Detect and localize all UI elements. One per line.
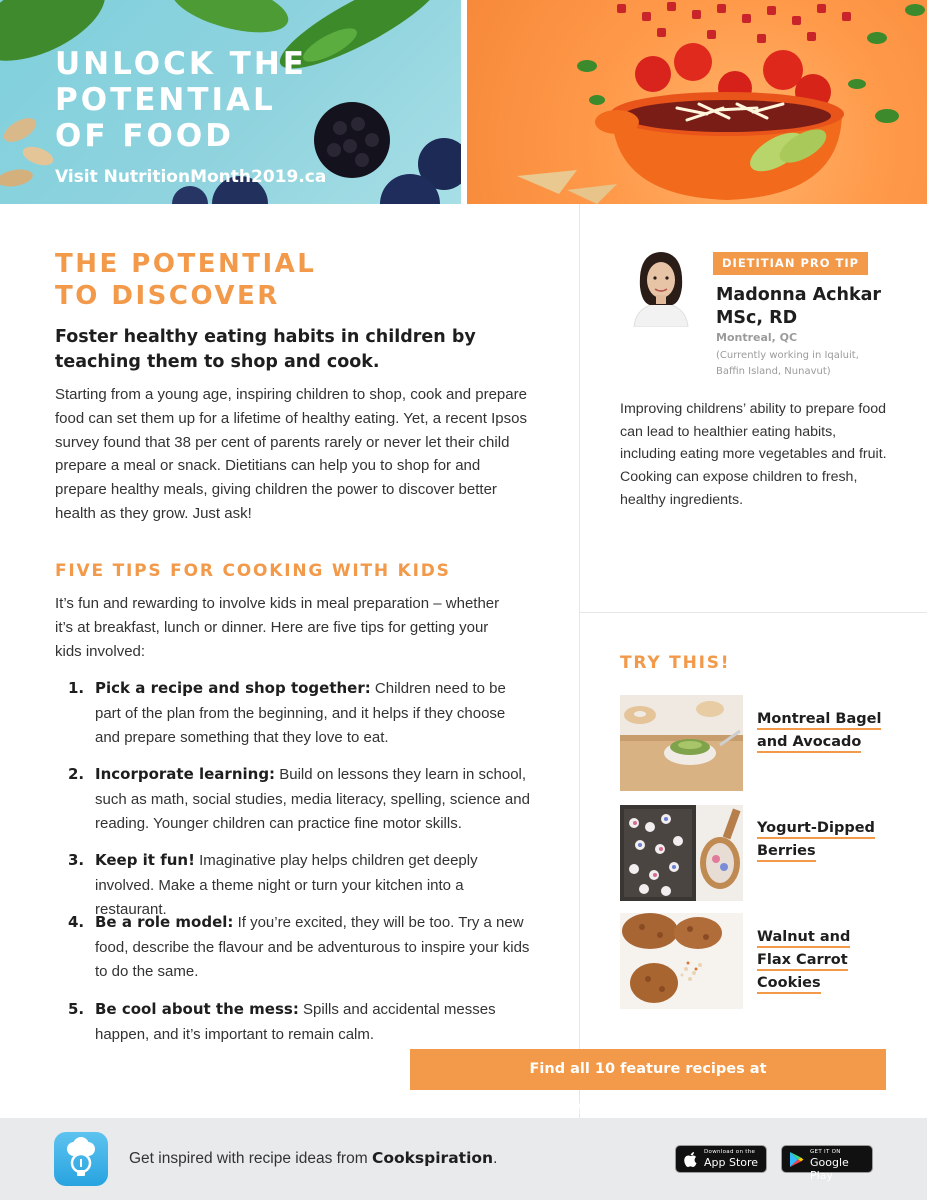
tip-text: If you’re excited, they will be too. Try a new food, describe the flavour and be adventurous to inspire your kids to do the same.: [95, 914, 530, 980]
lightbulb-chef-icon: [54, 1132, 108, 1186]
hero-right-panel: [467, 0, 927, 204]
tip-text: Spills and accidental messes happen, and it’s important to remain calm.: [95, 1001, 496, 1043]
pro-tip-text: Improving childrens’ ability to prepare food can lead to healthier eating habits, including eating more vegetables and fruit. Cooking can expose children to fresh, healthy ingredients.: [620, 401, 887, 508]
tip-lead: Be a role model:: [95, 913, 234, 931]
footer-text: [129, 1149, 497, 1168]
recipe-link-line[interactable]: Flax Carrot: [757, 952, 848, 971]
recipe-link-line[interactable]: Walnut and: [757, 929, 850, 948]
hero-banner: [0, 0, 927, 204]
tips-intro-paragraph: It’s fun and rewarding to involve kids in meal preparation – whether it’s at breakfast, lunch or dinner. Here are five tips for getting your kids involved:: [55, 595, 500, 660]
hero-title: UNLOCK THE POTENTIAL OF FOOD: [55, 46, 307, 154]
intro-paragraph: Starting from a young age, inspiring children to shop, cook and prepare food can set them up for a lifetime of healthy eating. Yet, a recent Ipsos survey found that 38 per cent of parents rarely or never let their child prepare a meal or snack. Dietitians can help you to shop for and prepare healthy meals, giving children the power to discover better health as they grow. Just ask!: [55, 386, 527, 522]
tip-text: Imaginative play helps children get deeply involved. Make a theme night or turn your kitchen into a restaurant.: [95, 852, 478, 918]
tips-title: FIVE TIPS FOR COOKING WITH KIDS: [55, 561, 451, 581]
sidebar-divider: [580, 612, 927, 613]
google-play-icon: [789, 1151, 804, 1168]
tip-lead: Incorporate learning:: [95, 765, 276, 783]
tip-item: [68, 910, 530, 985]
footer-text-prefix: Get inspired with recipe ideas from: [129, 1150, 372, 1167]
recipe-link-berries[interactable]: [757, 817, 897, 863]
footer-brand: Cookspiration: [371, 1149, 494, 1167]
recipe-image-berries[interactable]: [620, 805, 743, 901]
column-divider: [579, 204, 580, 1118]
dietitian-avatar: [626, 247, 696, 327]
tip-text: Build on lessons they learn in school, such as math, social studies, media literacy, spelling, science and reading. Younger children can practice fine motor skills.: [95, 766, 530, 832]
tip-lead: Keep it fun!: [95, 851, 195, 869]
tip-lead: Pick a recipe and shop together:: [95, 679, 371, 697]
try-this-title: TRY THIS!: [620, 653, 731, 673]
app-store-label: App Store: [704, 1156, 759, 1169]
find-recipes-button[interactable]: Find all 10 feature recipes at www.NutritionMonth2019.ca: [410, 1049, 886, 1090]
tip-number: 5.: [68, 1000, 85, 1018]
app-store-small-text: Download on the: [704, 1149, 756, 1155]
recipe-link-line[interactable]: Yogurt-Dipped: [757, 820, 875, 839]
tip-item: [68, 997, 530, 1047]
tip-number: 4.: [68, 913, 85, 931]
google-play-label: Google Play: [810, 1156, 849, 1182]
recipe-link-cookies[interactable]: [757, 926, 897, 994]
footer: [0, 1118, 927, 1200]
recipe-link-bagel[interactable]: [757, 708, 897, 754]
subheading: Foster healthy eating habits in children by teaching them to shop and cook.: [55, 327, 476, 372]
tip-text: Children need to be part of the plan from the beginning, and it helps if they choose and prepare something that they love to eat.: [95, 680, 506, 746]
recipe-link-line[interactable]: Berries: [757, 843, 816, 862]
tip-lead: Be cool about the mess:: [95, 1000, 299, 1018]
recipe-image-bagel[interactable]: [620, 695, 743, 791]
chili-bowl-illustration: [467, 0, 927, 204]
footer-text-suffix: .: [493, 1150, 498, 1167]
section-title: THE POTENTIAL TO DISCOVER: [55, 249, 317, 311]
tip-item: [68, 762, 530, 837]
recipe-link-line[interactable]: and Avocado: [757, 734, 861, 753]
hero-left-panel: [0, 0, 461, 204]
dietitian-name: Madonna Achkar MSc, RD: [716, 285, 882, 328]
apple-icon: [683, 1151, 698, 1168]
recipe-image-cookies[interactable]: [620, 913, 743, 1009]
tip-item: [68, 676, 530, 751]
recipe-link-line[interactable]: Cookies: [757, 975, 821, 994]
dietitian-note: (Currently working in Iqaluit, Baffin Island, Nunavut): [716, 350, 859, 377]
tip-number: 2.: [68, 765, 85, 783]
tip-number: 3.: [68, 851, 85, 869]
hero-visit-link[interactable]: Visit NutritionMonth2019.ca: [55, 167, 327, 187]
pro-tip-badge: DIETITIAN PRO TIP: [713, 252, 868, 275]
app-store-button[interactable]: [675, 1145, 767, 1173]
dietitian-location: Montreal, QC: [716, 331, 798, 344]
tip-number: 1.: [68, 679, 85, 697]
google-play-button[interactable]: [781, 1145, 873, 1182]
google-play-small-text: GET IT ON: [810, 1149, 841, 1155]
recipe-link-line[interactable]: Montreal Bagel: [757, 711, 881, 730]
cookspiration-app-icon[interactable]: [54, 1132, 108, 1186]
